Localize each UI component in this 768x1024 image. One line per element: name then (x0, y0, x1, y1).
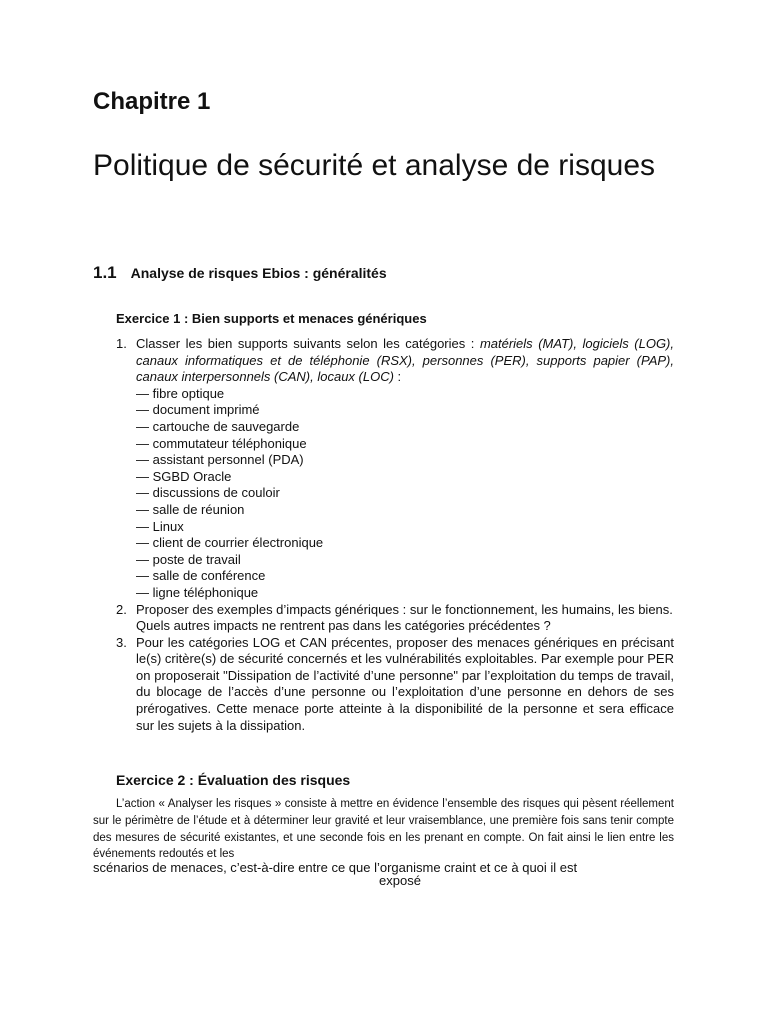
section-title: Analyse de risques Ebios : généralités (130, 265, 387, 281)
question-1-intro-end: : (393, 369, 402, 385)
question-2 (116, 602, 674, 635)
question-1-intro: Classer les bien supports suivants selon les catégories : (136, 336, 480, 351)
exercise-2-paragraph-text: L’action « Analyser les risques » consiste à mettre en évidence l’ensemble des risques qui pèsent réellement sur le périmètre de l’étude et à déterminer leur gravité et leur vraisemblance, une première fois sans tenir compte des mesures de sécurité existantes, et une seconde fois en les prenant en compte. On fait ainsi le lien entre les événements redoutés et les (93, 798, 674, 861)
exercise-2-title: Exercice 2 : Évaluation des risques (116, 772, 351, 788)
question-3-marker: 3. (116, 634, 127, 650)
list-item: — cartouche de sauvegarde (136, 418, 300, 434)
section-heading (93, 262, 387, 284)
list-item: — fibre optique (136, 385, 225, 401)
chapter-heading: Chapitre 1 (93, 88, 211, 115)
list-item: — Linux (136, 518, 184, 534)
list-item: — SGBD Oracle (136, 468, 232, 484)
list-item: — poste de travail (136, 551, 241, 567)
list-item: — client de courrier électronique (136, 535, 324, 551)
list-item: — salle de conférence (136, 568, 266, 584)
question-2-marker: 2. (116, 601, 127, 617)
list-item: — assistant personnel (PDA) (136, 452, 304, 468)
exercise-2-line-2: scénarios de menaces, c’est-à-dire entre ce que l’organisme craint et ce à quoi il est (93, 860, 578, 875)
list-item: — document imprimé (136, 402, 260, 418)
exercise-2-paragraph (93, 796, 674, 863)
list-item: — discussions de couloir (136, 485, 280, 501)
support-list (136, 386, 674, 602)
question-1-categories: matériels (MAT), logiciels (LOG), canaux informatiques et de téléphonie (RSX), personnes (PER), supports papier (PAP), canaux interpersonnels (CAN), locaux (LOC) (136, 336, 674, 385)
section-number: 1.1 (93, 263, 117, 282)
chapter-title: Politique de sécurité et analyse de risques (93, 149, 656, 182)
question-3 (116, 635, 674, 735)
question-1-marker: 1. (116, 336, 127, 351)
exercise-1-title: Exercice 1 : Bien supports et menaces génériques (116, 311, 427, 326)
question-3-text: Pour les catégories LOG et CAN précentes, proposer des menaces génériques en précisant le(s) critère(s) de sécurité concernés et les vulnérabilités exploitables. Par exemple pour PER on proposerait "Dissipation de l’activité d’une personne" par l’exploitation du temps de travail, du blocage de l’accès d’une personne ou l’exploitation d’une personne en dehors de ses prérogatives. Cette menace porte atteinte à la disponibilité de la personne et sera efficace sur les sujets à la dissipation. (136, 634, 674, 733)
list-item: — ligne téléphonique (136, 584, 259, 600)
question-1 (116, 336, 674, 602)
list-item: — salle de réunion (136, 501, 245, 517)
exercise-1-questions (116, 336, 674, 734)
list-item: — commutateur téléphonique (136, 435, 307, 451)
exercise-2-line-3: exposé (379, 873, 421, 888)
question-2-text: Proposer des exemples d’impacts génériques : sur le fonctionnement, les humains, les biens. Quels autres impacts ne rentrent pas dans les catégories précédentes ? (136, 601, 673, 634)
